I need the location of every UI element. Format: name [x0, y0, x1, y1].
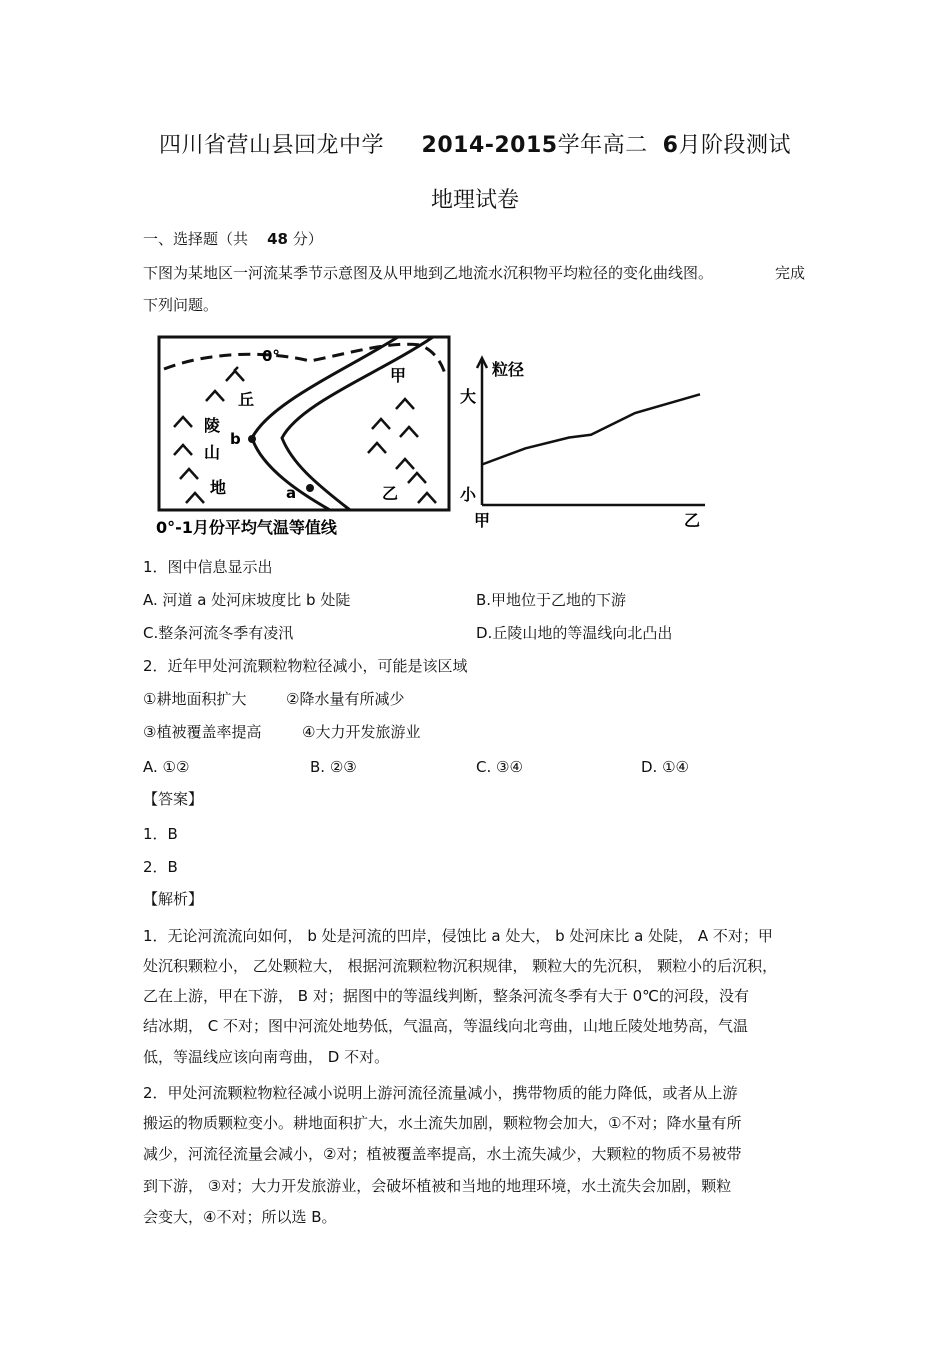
isotherm-label: 0° — [262, 347, 280, 365]
intro-line-1-tail: 完成 — [775, 264, 806, 282]
q2-stem: 2．近年甲处河流颗粒物粒径减小，可能是该区域 — [143, 657, 468, 675]
x-tick-start: 甲 — [474, 511, 491, 530]
point-b-label: b — [230, 430, 241, 448]
analysis-p2-line: 到下游， ③对；大力开发旅游业，会破坏植被和当地的地理环境，水土流失会加剧，颗粒 — [143, 1177, 732, 1195]
page-subtitle: 地理试卷 — [430, 188, 519, 213]
answer-item-2: 2．B — [143, 858, 178, 876]
point-a-label: a — [286, 484, 297, 502]
y-tick-high: 大 — [460, 387, 477, 406]
title-year: 2014-2015 — [421, 133, 558, 158]
answer-heading: 【答案】 — [143, 790, 204, 808]
terrain-char-3: 山 — [204, 443, 221, 462]
map-legend: 0°-1月份平均气温等值线 — [156, 518, 337, 537]
analysis-p1-line: 1．无论河流流向如何， b 处是河流的凹岸，侵蚀比 a 处大， b 处河床比 a 处陡， A 不对；甲 — [143, 927, 773, 945]
q1-option-c: C.整条河流冬季有凌汛 — [143, 624, 294, 642]
title-month: 6 — [662, 133, 679, 158]
intro-line-2: 下列问题。 — [143, 296, 219, 314]
page-title — [0, 128, 950, 159]
q1-option-a: A. 河道 a 处河床坡度比 b 处陡 — [143, 591, 351, 609]
terrain-char-1: 丘 — [238, 390, 255, 409]
q2-option-a: A. ①② — [143, 758, 190, 776]
q1-option-d: D.丘陵山地的等温线向北凸出 — [476, 624, 673, 642]
q2-option-c: C. ③④ — [476, 758, 523, 776]
analysis-p2-line: 搬运的物质颗粒变小。耕地面积扩大，水土流失加剧，颗粒物会加大，①不对；降水量有所 — [143, 1114, 742, 1132]
particle-size-line — [482, 394, 700, 464]
section-heading-score: 48 — [267, 230, 288, 248]
q1-option-b: B.甲地位于乙地的下游 — [476, 591, 627, 609]
section-heading-prefix: 一、选择题（共 — [143, 230, 249, 248]
q2-option-d: D. ①④ — [641, 758, 689, 776]
point-jia-label: 甲 — [390, 366, 407, 385]
section-heading-suffix: 分） — [292, 230, 323, 248]
title-school: 四川省营山县回龙中学 — [159, 133, 385, 158]
analysis-p1-line: 乙在上游，甲在下游， B 对；据图中的等温线判断，整条河流冬季有大于 0℃的河段，没有 — [143, 987, 749, 1005]
answer-item-1: 1．B — [143, 825, 178, 843]
intro-line-1: 下图为某地区一河流某季节示意图及从甲地到乙地流水沉积物平均粒径的变化曲线图。 — [143, 264, 714, 282]
title-grade: 学年高二 — [557, 133, 648, 158]
analysis-p1-line: 处沉积颗粒小， 乙处颗粒大， 根据河流颗粒物沉积规律， 颗粒大的先沉积， 颗粒小的后沉积， — [143, 957, 778, 975]
analysis-p2-line: 会变大，④不对；所以选 B。 — [143, 1208, 337, 1226]
terrain-char-2: 陵 — [204, 416, 221, 435]
q2-choice-4: ④大力开发旅游业 — [302, 723, 421, 741]
x-tick-end: 乙 — [684, 511, 701, 530]
analysis-heading: 【解析】 — [143, 890, 204, 908]
q2-choice-3: ③植被覆盖率提高 — [143, 723, 262, 741]
point-yi-label: 乙 — [382, 484, 399, 503]
q2-choice-1: ①耕地面积扩大 — [143, 690, 247, 708]
point-a-marker — [306, 484, 314, 492]
terrain-char-4: 地 — [210, 478, 227, 497]
analysis-p1-line: 结冰期， C 不对；图中河流处地势低，气温高，等温线向北弯曲，山地丘陵处地势高，气温 — [143, 1017, 749, 1035]
particle-size-chart — [460, 350, 710, 530]
chart-series — [482, 394, 700, 464]
q2-choice-2: ②降水量有所减少 — [286, 690, 405, 708]
analysis-p1-line: 低，等温线应该向南弯曲， D 不对。 — [143, 1048, 390, 1066]
q2-option-b: B. ②③ — [310, 758, 357, 776]
analysis-p2-line: 2．甲处河流颗粒物粒径减小说明上游河流径流量减小，携带物质的能力降低，或者从上游 — [143, 1084, 738, 1102]
section-heading — [143, 229, 323, 249]
q1-stem: 1．图中信息显示出 — [143, 558, 273, 576]
title-test: 月阶段测试 — [678, 133, 791, 158]
point-b-marker — [248, 435, 256, 443]
y-tick-low: 小 — [460, 485, 477, 504]
river-map — [150, 333, 460, 538]
y-axis-label: 粒径 — [492, 360, 525, 379]
analysis-p2-line: 减少，河流径流量会减小，②对；植被覆盖率提高，水土流失减少，大颗粒的物质不易被带 — [143, 1145, 742, 1163]
